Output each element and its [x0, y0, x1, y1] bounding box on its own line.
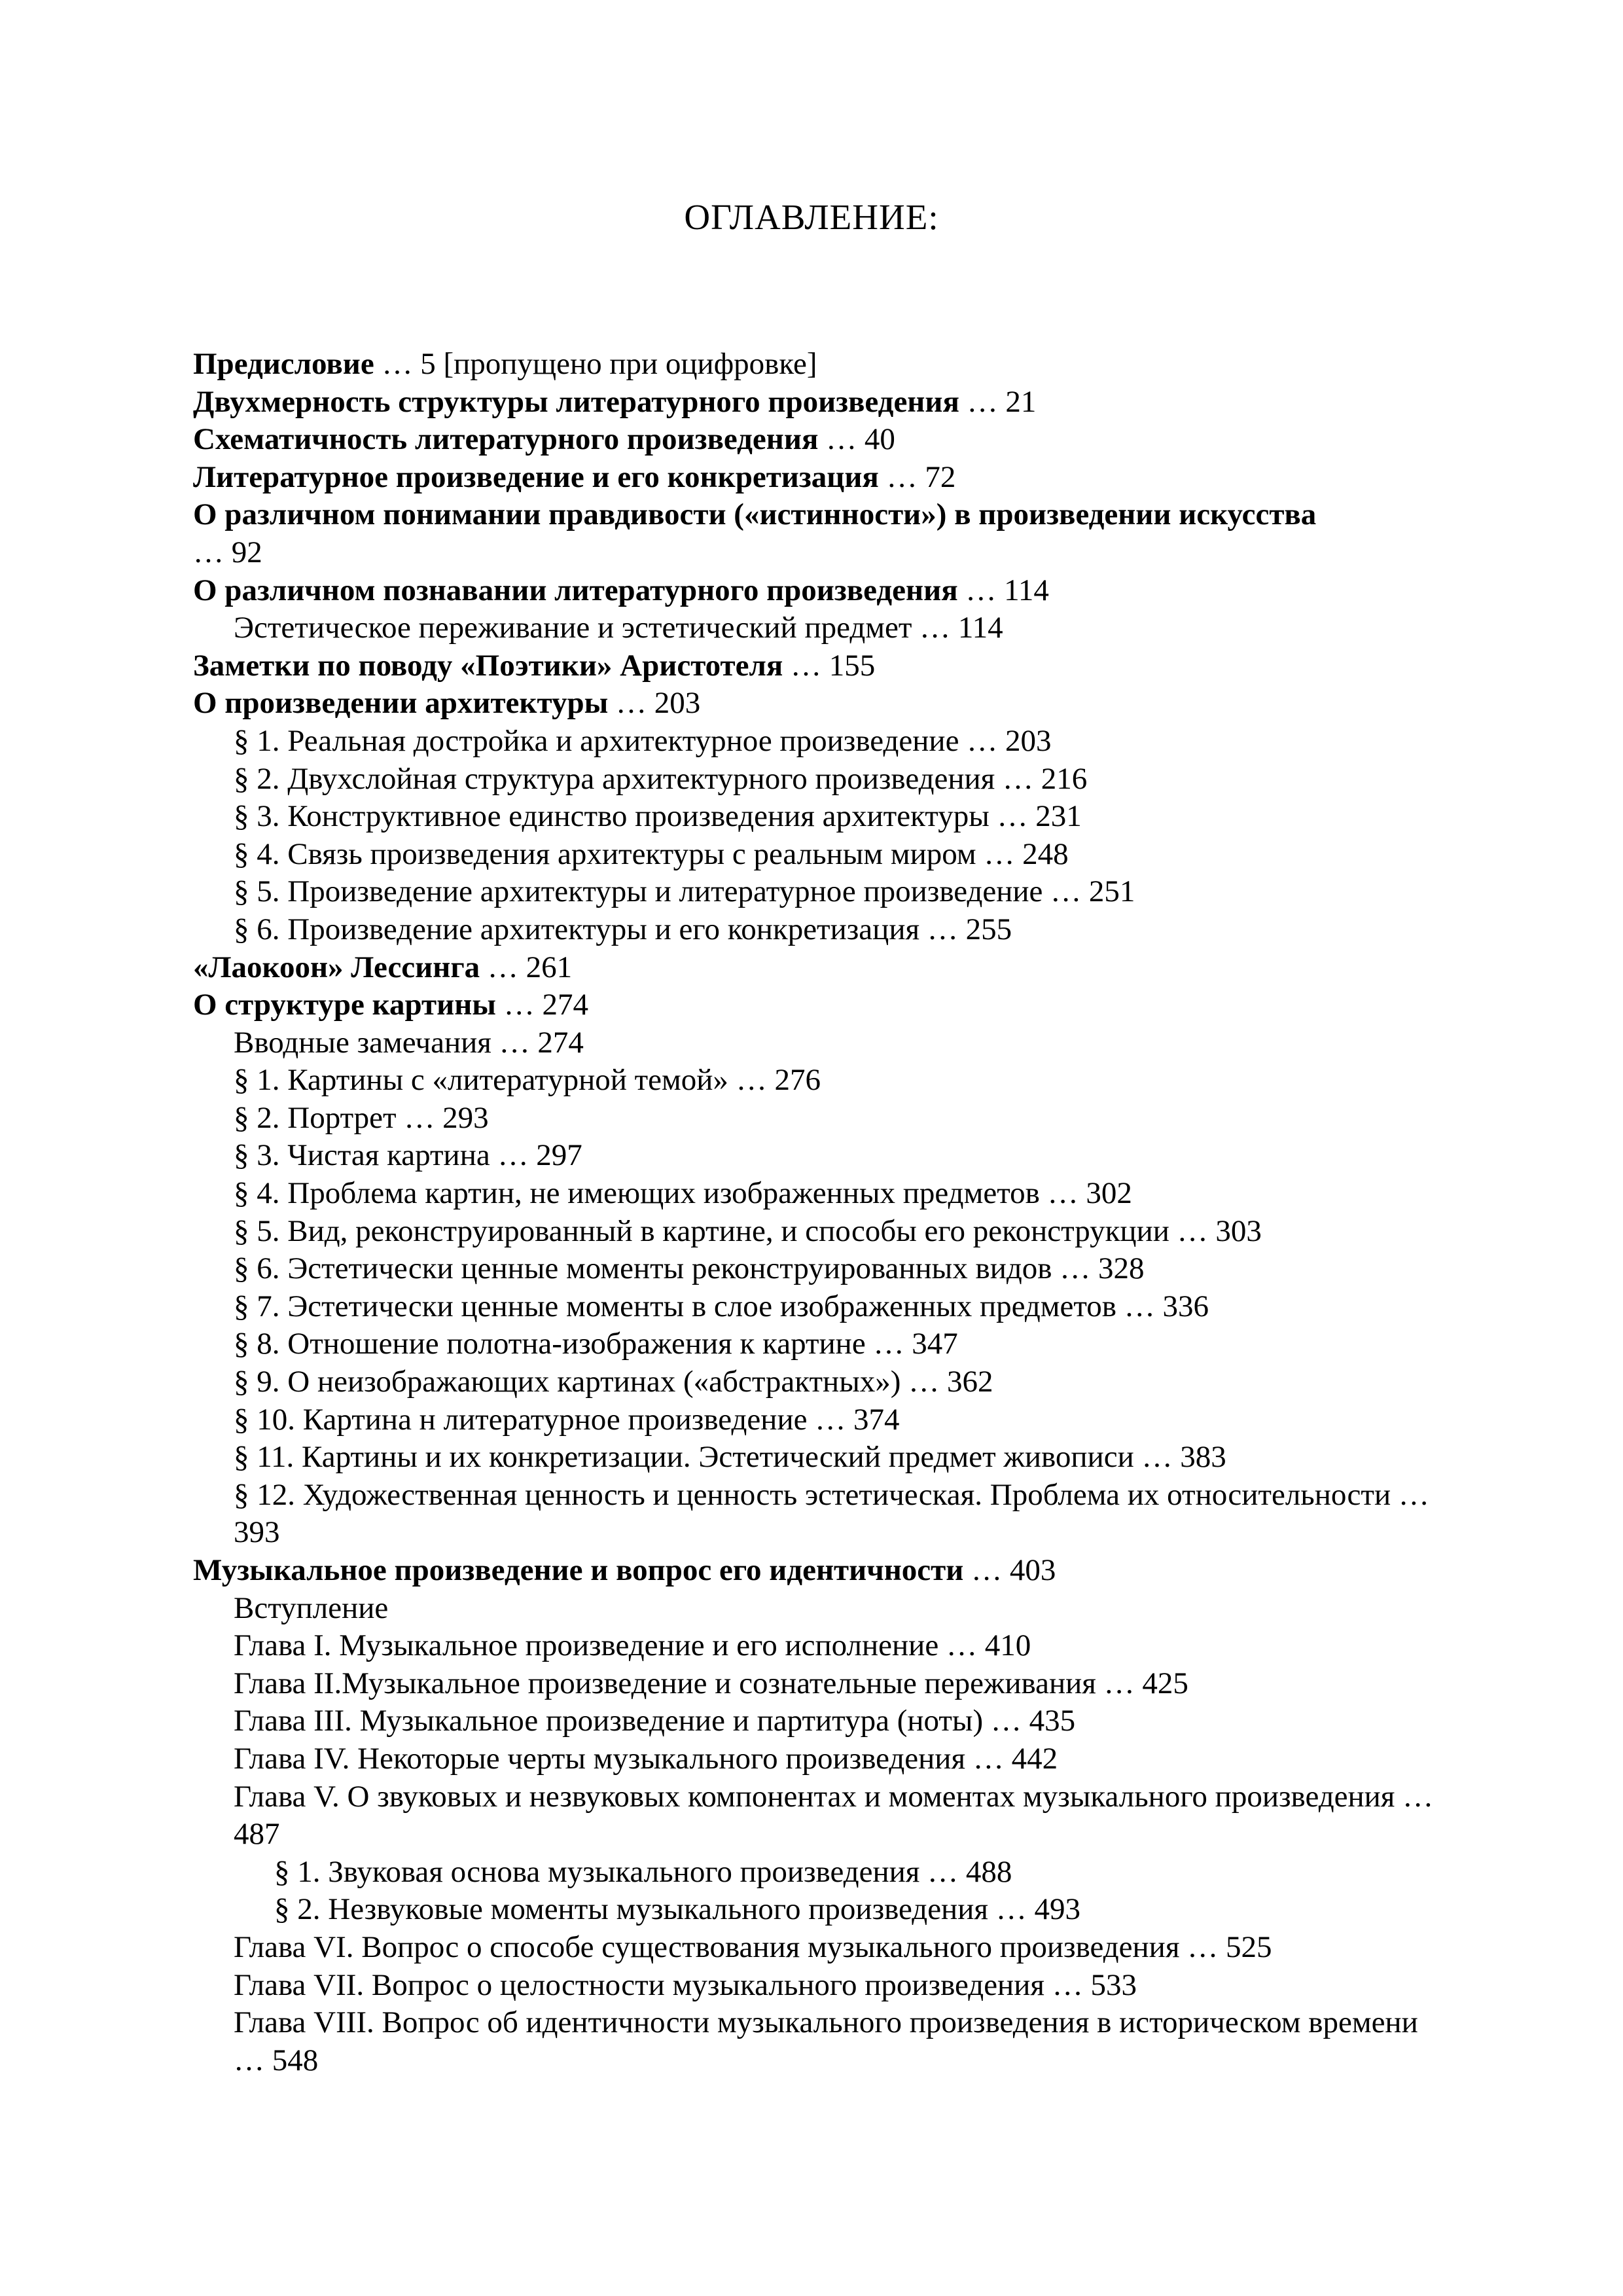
toc-entry-title: Предисловие [193, 347, 374, 381]
toc-entry [193, 346, 1450, 384]
toc-entry-title: § 6. Произведение архитектуры и его конкретизация [234, 912, 920, 946]
toc-subentry [193, 1590, 1450, 1628]
toc-page-number: 487 [234, 1817, 280, 1852]
toc-entry-title: § 6. Эстетически ценные моменты реконструированных видов [234, 1251, 1052, 1286]
toc-entry-note: [пропущено при оцифровке] [443, 347, 817, 381]
toc-subentry [193, 911, 1450, 949]
toc-subentry [193, 1778, 1450, 1854]
toc-page-number: 548 [272, 2043, 319, 2077]
toc-page-number: 347 [912, 1327, 958, 1361]
toc-page-number: 362 [946, 1365, 993, 1399]
toc-leader: … [497, 1138, 529, 1173]
toc-entry-title: § 4. Проблема картин, не имеющих изображенных предметов [234, 1176, 1040, 1211]
toc-entry [193, 1552, 1450, 1590]
toc-subentry [193, 1477, 1450, 1552]
toc-page-number: 21 [1005, 384, 1037, 419]
toc-entry-title: § 9. О неизображающих картинах («абстрактных») [234, 1365, 901, 1399]
toc-page-number: 274 [542, 988, 588, 1022]
toc-page-number: 533 [1090, 1967, 1137, 2002]
toc-page-number: 493 [1034, 1892, 1080, 1927]
toc-subentry [193, 761, 1450, 798]
toc-leader: … [736, 1063, 767, 1098]
toc-page-number: 403 [1009, 1553, 1056, 1587]
toc-entry-title: Глава VIII. Вопрос об идентичности музыкального произведения в историческом времени [234, 2005, 1418, 2040]
toc-leader: … [1060, 1251, 1091, 1286]
toc-page-number: 442 [1011, 1741, 1058, 1776]
toc-entry-title: О произведении архитектуры [193, 686, 609, 721]
toc-entry [193, 384, 1450, 422]
toc-subentry [193, 609, 1450, 647]
toc-leader: … [815, 1402, 846, 1437]
toc-subentry [193, 1967, 1450, 2005]
toc-subentry [193, 1665, 1450, 1703]
toc-page-number: 336 [1162, 1289, 1209, 1323]
toc-page-number: 114 [1004, 573, 1049, 607]
toc-subentry [193, 1740, 1450, 1778]
toc-subentry [193, 2004, 1450, 2079]
toc-entry-title: Музыкальное произведение и вопрос его идентичности [193, 1553, 964, 1587]
toc-leader: … [826, 422, 857, 457]
toc-page-number: 248 [1022, 836, 1069, 871]
toc-entry-title: Литературное произведение и его конкретизация [193, 459, 879, 494]
toc-entry-title: Заметки по поводу «Поэтики» Аристотеля [193, 648, 783, 683]
toc-subentry [193, 1062, 1450, 1100]
toc-page-number: 274 [537, 1025, 584, 1060]
toc-entry-title: Двухмерность структуры литературного произведения [193, 384, 959, 419]
toc-leader: … [972, 1741, 1004, 1776]
toc-leader: … [1141, 1440, 1173, 1475]
toc-entry-title: Схематичность литературного произведения [193, 422, 819, 457]
toc-entry-title: О различном познавании литературного произведения [193, 573, 958, 607]
toc-page-number: 40 [864, 422, 895, 457]
toc-leader: … [995, 1892, 1027, 1927]
toc-entry-title: § 2. Незвуковые моменты музыкального произведения [274, 1892, 988, 1927]
toc-subentry [193, 1213, 1450, 1251]
toc-page-number: 216 [1041, 761, 1088, 796]
toc-page-number: 203 [654, 686, 701, 721]
toc-entry-title: § 2. Портрет [234, 1100, 397, 1135]
toc-leader: … [1187, 1929, 1219, 1964]
toc-entry-title: О различном понимании правдивости («истинности») в произведении искусства [193, 497, 1317, 532]
toc-entry [193, 647, 1450, 685]
toc-subentry [193, 1702, 1450, 1740]
toc-leader: … [1103, 1666, 1135, 1700]
toc-leader: … [971, 1553, 1003, 1587]
toc-entry-title: «Лаокоон» Лессинга [193, 950, 480, 984]
toc-leader: … [946, 1628, 977, 1663]
toc-page-number: 488 [965, 1854, 1012, 1889]
toc-entry-title: Глава I. Музыкальное произведение и его исполнение [234, 1628, 939, 1663]
toc-subentry [193, 1363, 1450, 1401]
toc-subentry [193, 873, 1450, 911]
toc-leader: … [908, 1365, 940, 1399]
toc-subentry [193, 1401, 1450, 1439]
toc-entry-title: § 5. Вид, реконструированный в картине, и способы его реконструкции [234, 1213, 1169, 1248]
toc-leader: … [1124, 1289, 1155, 1323]
toc-page-number: 5 [420, 347, 436, 381]
toc-leader: … [927, 912, 958, 946]
toc-entry-title: § 8. Отношение полотна-изображения к картине [234, 1327, 866, 1361]
toc-entry [193, 685, 1450, 723]
toc-entry [193, 496, 1450, 571]
toc-page-number: 525 [1225, 1929, 1272, 1964]
toc-entry-title: § 3. Конструктивное единство произведения архитектуры [234, 799, 990, 834]
toc-entry-title: § 10. Картина н литературное произведение [234, 1402, 808, 1437]
toc-subentry [193, 1175, 1450, 1213]
toc-entry-title: Вступление [234, 1590, 389, 1625]
toc-page-number: 72 [925, 459, 956, 494]
toc-leader: … [1402, 1779, 1434, 1814]
toc-entry [193, 421, 1450, 459]
toc-leader: … [404, 1100, 435, 1135]
toc-entry-title: § 2. Двухслойная структура архитектурного произведения [234, 761, 995, 796]
toc-page-number: 425 [1142, 1666, 1188, 1700]
toc-leader: … [965, 573, 997, 607]
toc-entry-title: § 3. Чистая картина [234, 1138, 490, 1173]
toc-page-number: 374 [853, 1402, 900, 1437]
toc-leader: … [984, 836, 1015, 871]
toc-leader: … [1052, 1967, 1083, 2002]
toc-leader: … [616, 686, 647, 721]
toc-page-number: 261 [526, 950, 573, 984]
toc-leader: … [927, 1854, 959, 1889]
toc-subentry [193, 1100, 1450, 1138]
toc-leader: … [234, 2043, 264, 2077]
toc-leader: … [382, 347, 413, 381]
page-title: ОГЛАВЛЕНИЕ: [684, 197, 939, 237]
toc-subentry [193, 1288, 1450, 1326]
toc-page-number: 231 [1035, 799, 1082, 834]
toc-subsubentry [193, 1891, 1450, 1929]
toc-subentry [193, 836, 1450, 874]
toc-page-number: 302 [1086, 1176, 1132, 1211]
toc-leader: … [1398, 1477, 1429, 1512]
toc-entry [193, 459, 1450, 497]
toc-leader: … [1003, 761, 1034, 796]
toc-leader: … [919, 611, 951, 645]
toc-page-number: 203 [1005, 723, 1052, 758]
toc-page-number: 255 [965, 912, 1012, 946]
table-of-contents [193, 346, 1450, 2079]
toc-leader: … [967, 384, 998, 419]
toc-page-number: 114 [957, 611, 1003, 645]
toc-subentry [193, 798, 1450, 836]
toc-subentry [193, 1325, 1450, 1363]
toc-leader: … [873, 1327, 904, 1361]
toc-subsubentry [193, 1854, 1450, 1892]
toc-subentry [193, 1439, 1450, 1477]
toc-page-number: 393 [234, 1515, 280, 1550]
toc-page-number: 251 [1088, 874, 1135, 909]
toc-leader: … [1047, 1176, 1079, 1211]
toc-page-number: 297 [536, 1138, 582, 1173]
toc-page-number: 155 [829, 648, 876, 683]
toc-entry-title: § 12. Художественная ценность и ценность эстетическая. Проблема их относительности [234, 1477, 1391, 1512]
toc-entry-title: § 11. Картины и их конкретизации. Эстетический предмет живописи [234, 1440, 1134, 1475]
toc-leader: … [791, 648, 822, 683]
toc-leader: … [193, 535, 224, 569]
toc-subentry [193, 1250, 1450, 1288]
toc-leader: … [499, 1025, 530, 1060]
toc-entry-title: § 1. Реальная достройка и архитектурное произведение [234, 723, 959, 758]
toc-leader: … [886, 459, 918, 494]
toc-entry-title: Эстетическое переживание и эстетический предмет [234, 611, 912, 645]
toc-subentry [193, 1024, 1450, 1062]
toc-entry [193, 986, 1450, 1024]
toc-entry-title: § 1. Звуковая основа музыкального произведения [274, 1854, 920, 1889]
toc-leader: … [997, 799, 1028, 834]
toc-leader: … [487, 950, 518, 984]
toc-leader: … [503, 988, 535, 1022]
toc-entry-title: § 4. Связь произведения архитектуры с реальным миром [234, 836, 976, 871]
toc-page-number: 328 [1097, 1251, 1145, 1286]
toc-leader: … [967, 723, 998, 758]
toc-entry-title: Глава V. О звуковых и незвуковых компонентах и моментах музыкального произведения [234, 1779, 1395, 1814]
toc-page-number: 303 [1215, 1213, 1262, 1248]
toc-page-number: 276 [774, 1063, 821, 1098]
toc-page-number: 383 [1180, 1440, 1226, 1475]
toc-subentry [193, 723, 1450, 761]
toc-entry-title: Глава II.Музыкальное произведение и сознательные переживания [234, 1666, 1096, 1700]
toc-entry-title: Глава IV. Некоторые черты музыкального произведения [234, 1741, 966, 1776]
toc-subentry [193, 1137, 1450, 1175]
toc-entry-title: § 7. Эстетически ценные моменты в слое изображенных предметов [234, 1289, 1117, 1323]
toc-entry-title: Глава VII. Вопрос о целостности музыкального произведения [234, 1967, 1044, 2002]
toc-entry [193, 572, 1450, 610]
toc-entry-title: § 1. Картины с «литературной темой» [234, 1063, 728, 1098]
toc-leader: … [1050, 874, 1082, 909]
toc-leader: … [1177, 1213, 1208, 1248]
toc-page-number: 435 [1029, 1704, 1076, 1738]
toc-entry-title: Глава VI. Вопрос о способе существования музыкального произведения [234, 1929, 1180, 1964]
toc-entry-title: О структуре картины [193, 988, 496, 1022]
toc-entry-title: § 5. Произведение архитектуры и литературное произведение [234, 874, 1043, 909]
toc-subentry [193, 1929, 1450, 1967]
toc-entry [193, 949, 1450, 987]
toc-page-number: 293 [442, 1100, 489, 1135]
toc-entry-title: Глава III. Музыкальное произведение и партитура (ноты) [234, 1704, 984, 1738]
toc-subentry [193, 1627, 1450, 1665]
toc-leader: … [990, 1704, 1022, 1738]
toc-page-number: 92 [231, 535, 262, 569]
toc-entry-title: Вводные замечания [234, 1025, 491, 1060]
toc-page-number: 410 [984, 1628, 1031, 1663]
